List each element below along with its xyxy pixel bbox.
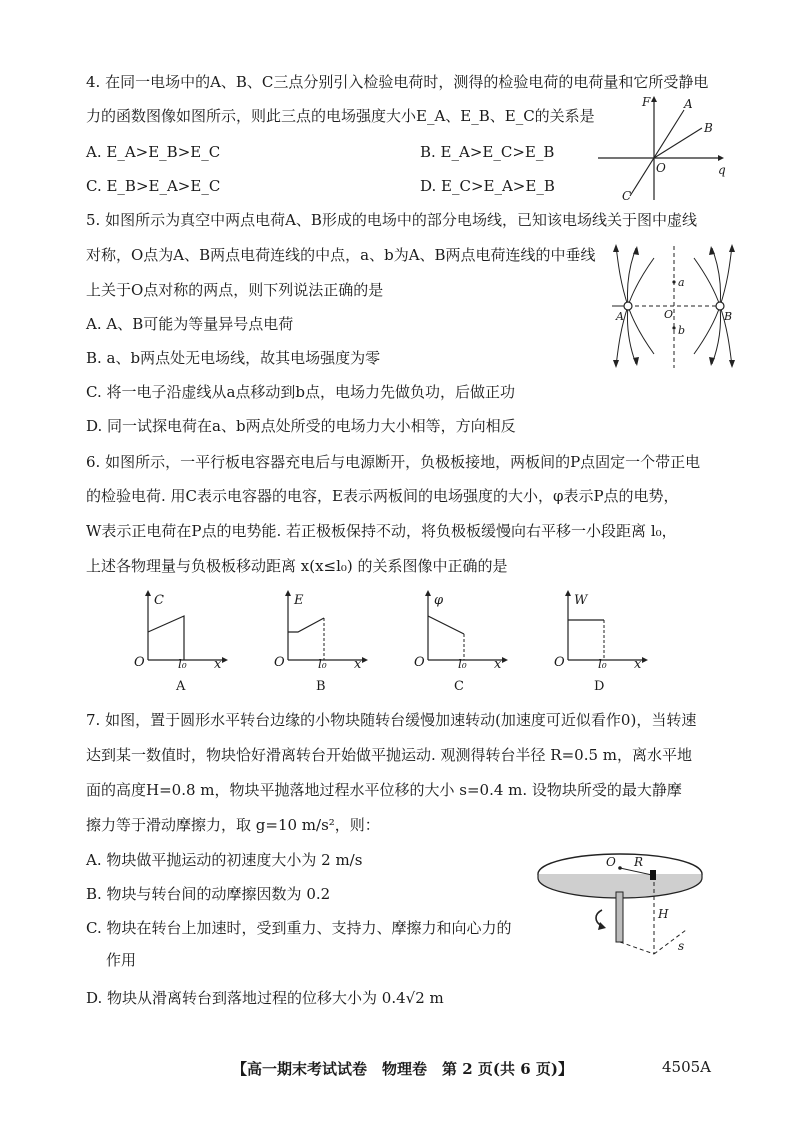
q7-option-d: D. 物块从滑离转台到落地过程的位移大小为 0.4√2 m [86,989,444,1007]
q7-block [650,870,656,880]
q5-stem-line3: 上关于O点对称的两点，则下列说法正确的是 [86,281,384,299]
q6-stem-line2: 的检验电荷. 用C表示电容器的电容，E表示两板间的电场强度的大小，φ表示P点的电势， [86,487,679,505]
q6-graph-d-l0: l₀ [598,657,607,671]
q4-line-a [630,110,684,196]
q6-graph-c-ylabel: φ [434,593,444,608]
q6-graph-d-ylabel: W [574,593,588,608]
q4-option-a: A. E_A>E_B>E_C [86,143,221,161]
q5-label-a-charge: A [616,310,624,323]
q6-stem-line1: 6. 如图所示，一平行板电容器充电后与电源断开，负极板接地，两板间的P点固定一个带正电 [86,453,701,471]
q5-point-a [672,280,675,283]
q7-label-r: R [634,855,644,869]
q4-option-b: B. E_A>E_C>E_B [420,143,555,161]
q7-ground-line [620,942,654,954]
q6-graph-b-origin: O [274,655,285,670]
q7-stem-line1: 7. 如图，置于圆形水平转台边缘的小物块随转台缓慢加速转动(加速度可近似看作0)，当转速 [86,711,697,729]
q7-option-c-cont: 作用 [106,951,137,969]
q6-stem-line4: 上述各物理量与负极板移动距离 x(x≤l₀) 的关系图像中正确的是 [86,557,508,575]
q5-label-a-point: a [678,276,685,289]
q5-option-c: C. 将一电子沿虚线从a点移动到b点，电场力先做负功，后做正功 [86,383,516,401]
q7-label-h: H [658,907,669,921]
q7-stem-line4: 擦力等于滑动摩擦力，取 g=10 m/s²，则： [86,816,380,834]
q5-label-b-point: b [678,324,686,337]
q6-graph-a-ylabel: C [154,593,164,608]
q4-label-c: C [622,189,632,203]
q6-graph-c [414,590,508,694]
q7-shaft [616,892,623,942]
q4-figure [590,92,730,204]
q6-graph-c-origin: O [414,655,425,670]
q4-stem-line1: 4. 在同一电场中的A、B、C三点分别引入检验电荷时，测得的检验电荷的电荷量和它所受静电 [86,73,709,91]
q7-stem-line3: 面的高度H=0.8 m，物块平抛落地过程水平位移的大小 s=0.4 m. 设物块所受的最大静摩 [86,781,682,799]
q6-graph-a-origin: O [134,655,145,670]
q5-charge-a [624,302,632,310]
q6-graph-c-caption: C [454,679,464,694]
q7-stem-line2: 达到某一数值时，物块恰好滑离转台开始做平抛运动. 观测得转台半径 R=0.5 m，离水平地 [86,746,693,764]
q5-charge-b [716,302,724,310]
q6-graph-b [274,590,368,694]
q4-label-a: A [684,97,693,111]
q6-graph-d [554,590,648,694]
q6-graph-b-l0: l₀ [318,657,327,671]
q6-graph-c-l0: l₀ [458,657,467,671]
q5-label-b-charge: B [724,310,733,323]
page-footer-code: 4505A [662,1058,712,1076]
q7-option-a: A. 物块做平抛运动的初速度大小为 2 m/s [86,851,363,869]
q6-graphs [126,590,686,696]
q6-graph-d-caption: D [594,679,605,694]
q4-option-d: D. E_C>E_A>E_B [420,177,555,195]
q4-f-arrow [651,96,657,102]
q4-q-arrow [718,155,724,161]
q4-option-c: C. E_B>E_A>E_C [86,177,221,195]
q4-label-b: B [704,121,713,135]
q6-graph-a-caption: A [176,679,186,694]
q6-graph-d-origin: O [554,655,565,670]
q7-option-b: B. 物块与转台间的动摩擦因数为 0.2 [86,885,331,903]
q6-graph-a [134,590,228,694]
q6-stem-line3: W表示正电荷在P点的电势能. 若正极板保持不动，将负极板缓慢向右平移一小段距离 l₀， [86,522,677,540]
q6-graph-a-x: x [214,657,222,672]
q6-graph-b-ylabel: E [294,593,304,608]
q6-graph-b-x: x [354,657,362,672]
q5-stem-line1: 5. 如图所示为真空中两点电荷A、B形成的电场中的部分电场线，已知该电场线关于图中虚线 [86,211,697,229]
page-footer-title: 【高一期末考试试卷 物理卷 第 2 页(共 6 页)】 [232,1060,573,1078]
q6-graph-a-l0: l₀ [178,657,187,671]
q7-label-o: O [606,855,616,869]
q4-line-b [654,128,702,158]
q5-option-d: D. 同一试探电荷在a、b两点处所受的电场力大小相等，方向相反 [86,417,516,435]
q4-label-o: O [656,161,666,175]
q5-option-a: A. A、B可能为等量异号点电荷 [86,315,294,333]
q6-graph-b-caption: B [316,679,326,694]
q4-label-f: F [642,95,651,109]
q5-field-figure [612,242,736,372]
q6-graph-c-x: x [494,657,502,672]
q5-option-b: B. a、b两点处无电场线，故其电场强度为零 [86,349,381,367]
q5-stem-line2: 对称，O点为A、B两点电荷连线的中点，a、b为A、B两点电荷连线的中垂线 [86,246,596,264]
q6-graph-d-x: x [634,657,642,672]
q7-label-s: s [678,939,685,953]
q4-label-q: q [718,163,726,177]
q5-point-b [672,326,675,329]
q7-turntable-figure [536,846,708,968]
q4-stem-line2: 力的函数图像如图所示，则此三点的电场强度大小E_A、E_B、E_C的关系是 [86,107,595,125]
q7-option-c: C. 物块在转台上加速时，受到重力、支持力、摩擦力和向心力的 [86,919,512,937]
q5-label-o: O [664,308,674,321]
